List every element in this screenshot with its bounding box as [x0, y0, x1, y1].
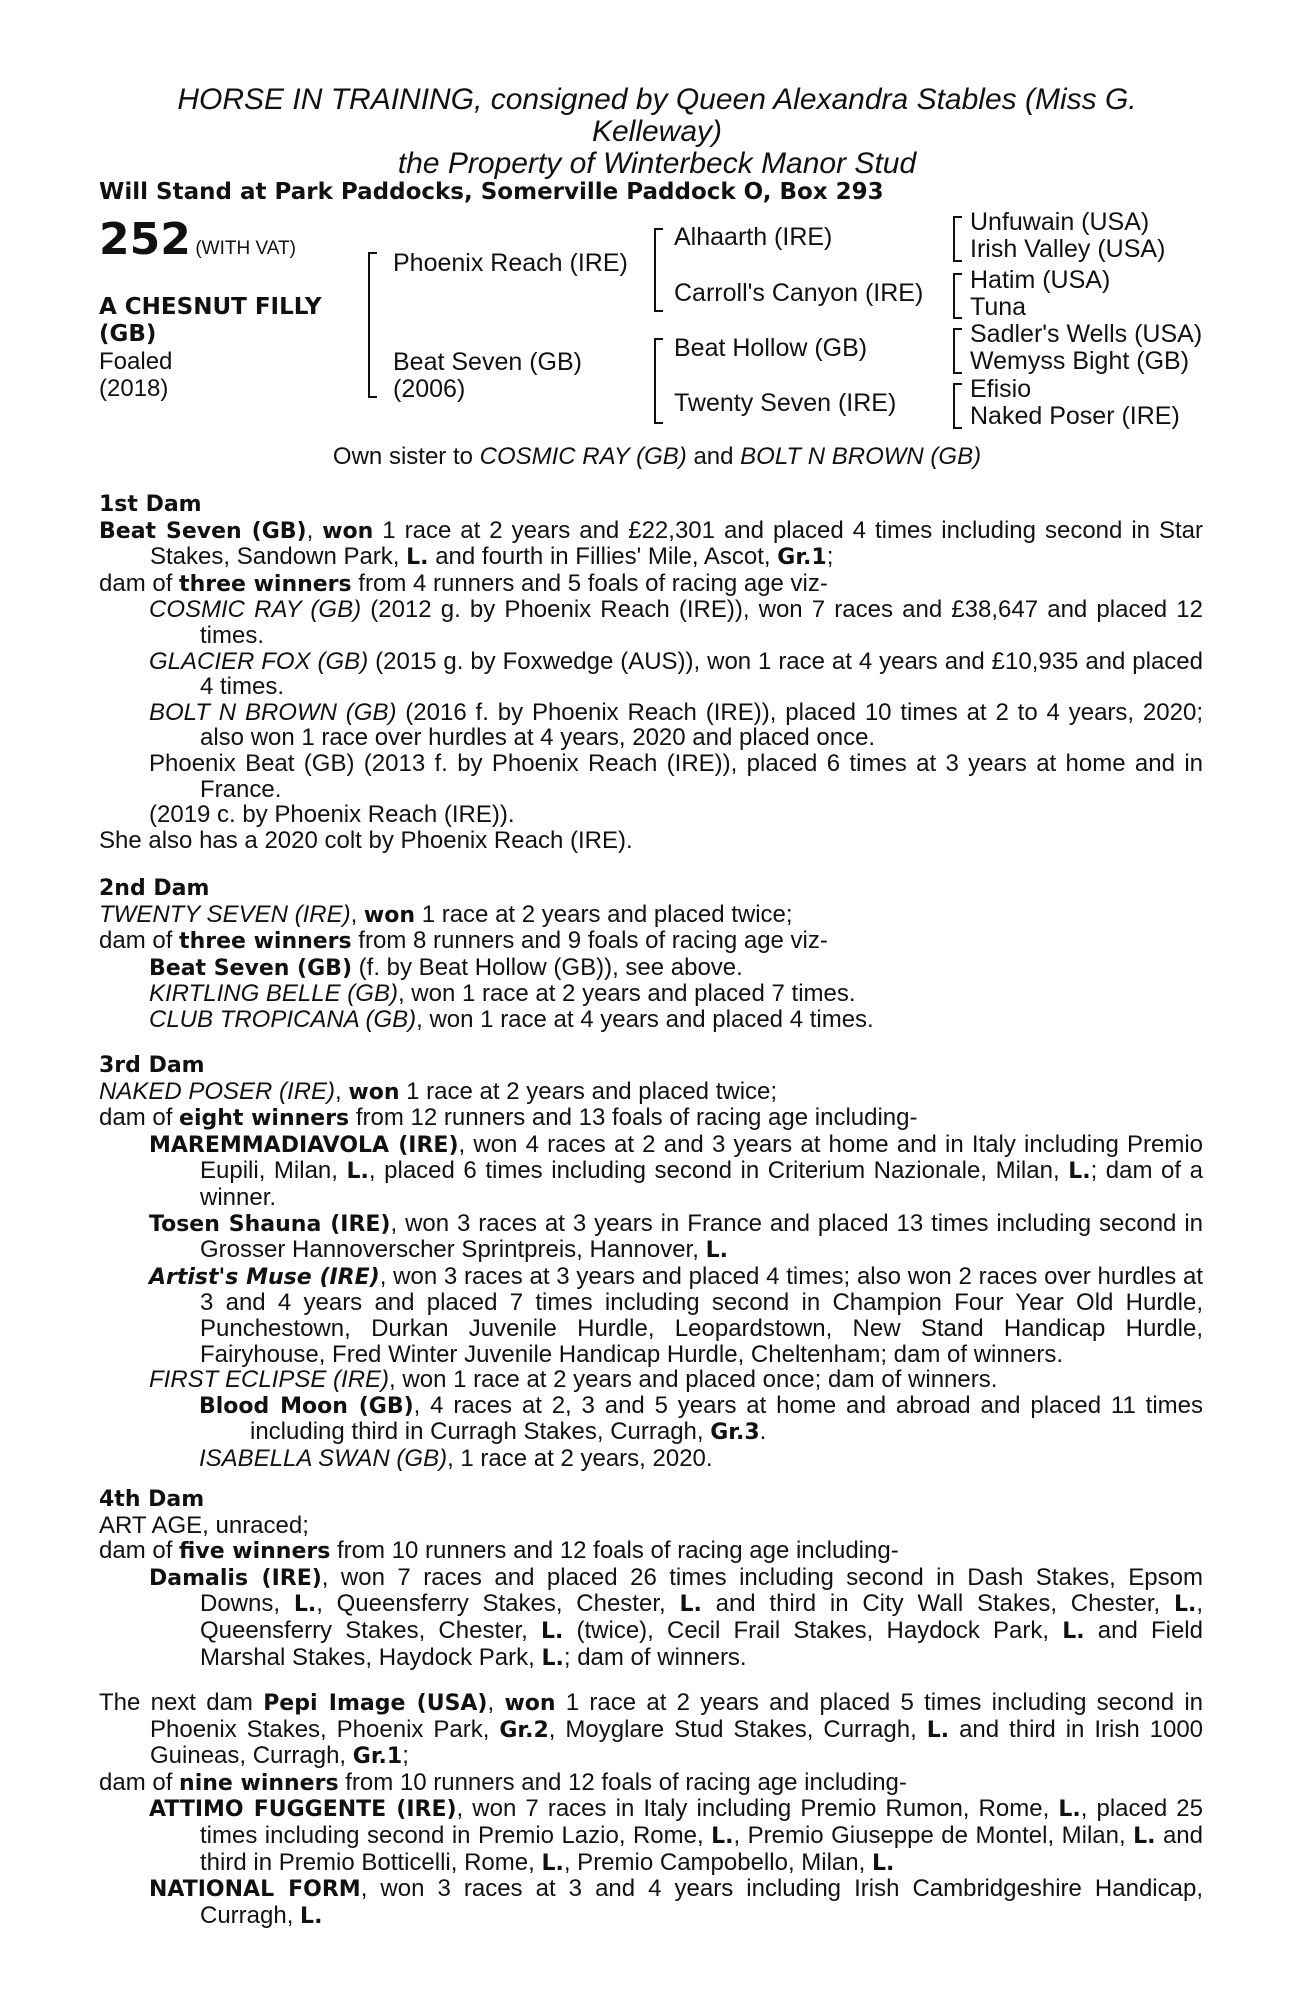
pedigree-gg8: Naked Poser (IRE): [970, 402, 1180, 430]
text: , Queensferry Stakes, Chester,: [316, 1590, 680, 1618]
horse-description: A CHESNUT FILLY: [99, 294, 322, 320]
text: , placed 6 times including second in Criterium Nazionale, Milan,: [368, 1157, 1069, 1185]
produce-summary: [99, 1770, 1203, 1797]
listed-label: L.: [926, 1717, 950, 1743]
produce-name: Tosen Shauna (IRE): [149, 1211, 391, 1237]
produce-name: CLUB TROPICANA (GB): [149, 1005, 417, 1033]
winners-count: eight winners: [179, 1106, 350, 1132]
text: , won 7 races and placed 26 times including second in Dash Stakes, Epsom Downs,: [200, 1563, 1203, 1618]
produce-entry: [99, 1876, 1203, 1929]
text: dam of: [99, 569, 180, 597]
text: , won 1 race at 2 years and placed once; dam of winners.: [389, 1366, 998, 1394]
pedigree-dam: Beat Seven (GB): [393, 348, 582, 376]
produce-entry: Phoenix Beat (GB) (2013 f. by Phoenix Reach (IRE)), placed 6 times at 3 years at home and in France.: [149, 749, 1203, 803]
produce-name: GLACIER FOX (GB): [149, 647, 369, 675]
text: , won 4 races at 2 and 3 years at home and in Italy including Premio Eupili, Milan,: [200, 1130, 1203, 1185]
listed-label: L.: [705, 1238, 728, 1264]
text: , won 3 races at 3 and 4 years including Irish Cambridgeshire Handicap, Curragh,: [200, 1875, 1203, 1929]
pedigree-gg1: Unfuwain (USA): [970, 208, 1150, 236]
produce-entry: [99, 981, 1203, 1007]
text: , 4 races at 2, 3 and 5 years at home and abroad and placed 11 times including third in Curragh Stakes, Curragh,: [250, 1391, 1203, 1446]
pedigree-brace: [953, 216, 962, 262]
text: , won 7 races in Italy including Premio Rumon, Rome,: [456, 1795, 1059, 1823]
text: , Queensferry Stakes, Chester,: [200, 1590, 1203, 1644]
group-label: Gr.1: [777, 545, 827, 571]
own-sister-prefix: Own sister to: [332, 443, 480, 470]
consignor-line-cont: Kelleway): [591, 115, 723, 148]
pedigree-gg7: Efisio: [970, 375, 1032, 403]
dam-record: [99, 902, 1203, 929]
dam-name: NAKED POSER (IRE): [99, 1077, 336, 1105]
winners-count: three winners: [179, 929, 352, 955]
text: (f. by Beat Hollow (GB)), see above.: [352, 953, 743, 981]
text: dam of: [99, 927, 180, 955]
text: , Premio Giuseppe de Montel, Milan,: [733, 1821, 1134, 1849]
listed-label: L.: [300, 1903, 323, 1929]
text: dam of: [99, 1537, 180, 1565]
section-heading: 4th Dam: [99, 1487, 205, 1512]
listed-label: L.: [293, 1592, 317, 1618]
text: ,: [306, 516, 323, 544]
listed-label: L.: [541, 1850, 564, 1876]
grand-produce-entry: [99, 1393, 1203, 1446]
pedigree-gg4: Tuna: [970, 293, 1027, 321]
text: ,: [335, 1077, 349, 1105]
text: (2015 g. by Foxwedge (AUS)), won 1 race at 4 years and £10,935 and placed 4 times.: [200, 647, 1203, 701]
pedigree-gg5: Sadler's Wells (USA): [970, 320, 1203, 348]
produce-name: ATTIMO FUGGENTE (IRE): [149, 1797, 457, 1823]
text: from 10 runners and 12 foals of racing age including-: [330, 1537, 899, 1565]
pedigree-brace: [654, 338, 663, 424]
produce-name: KIRTLING BELLE (GB): [149, 980, 398, 1008]
section-heading: 1st Dam: [99, 492, 202, 517]
listed-label: L.: [540, 1618, 564, 1644]
text: ,: [350, 900, 364, 928]
produce-entry: [99, 1007, 1203, 1033]
pedigree-sire-dam: Carroll's Canyon (IRE): [674, 279, 924, 307]
text: ; dam of a winner.: [200, 1157, 1203, 1211]
group-label: Gr.1: [352, 1744, 403, 1770]
produce-name: Beat Seven (GB): [149, 955, 352, 981]
text: .: [759, 1418, 767, 1446]
won-label: won: [504, 1691, 556, 1716]
text: (twice), Cecil Frail Stakes, Haydock Park,: [563, 1616, 1063, 1644]
text: , placed 25 times including second in Premio Lazio, Rome,: [200, 1795, 1203, 1849]
winners-count: nine winners: [179, 1770, 339, 1796]
pedigree-brace: [953, 383, 962, 429]
produce-entry: [99, 1264, 1203, 1367]
listed-label: L.: [1133, 1823, 1156, 1849]
listed-label: L.: [1062, 1618, 1085, 1644]
produce-entry: (2019 c. by Phoenix Reach (IRE)).: [149, 801, 515, 829]
text: , won 3 races at 3 years and placed 4 times; also won 2 races over hurdles at 3 and 4 years and placed 7 times including second in Champion Four Year Old Hurdle, Punchestown, Durkan Juvenile Hurdle, Leopardstown, New Stand Handicap Hurdle, Fairyhouse, Fred Winter Juvenile Handicap Hurdle, Cheltenham; dam of winners.: [200, 1262, 1204, 1368]
text: ; dam of winners.: [563, 1643, 747, 1671]
produce-entry: [99, 649, 1203, 700]
own-sister-and: and: [686, 443, 741, 470]
property-line: the Property of Winterbeck Manor Stud: [397, 147, 917, 180]
produce-entry: [99, 1132, 1203, 1211]
produce-note: She also has a 2020 colt by Phoenix Reach (IRE).: [99, 826, 633, 854]
produce-summary: [99, 571, 1203, 598]
grand-produce-entry: [99, 1446, 1203, 1472]
text: 1 race at 2 years and placed twice;: [399, 1077, 778, 1105]
pedigree-dam-year: (2006): [393, 375, 466, 403]
text: , won 1 race at 2 years and placed 7 times.: [397, 980, 856, 1008]
first-dam-section: [99, 492, 1203, 853]
produce-summary: [99, 1538, 1203, 1565]
listed-label: L.: [1068, 1159, 1091, 1185]
pedigree-brace: [368, 252, 377, 398]
text: , Premio Campobello, Milan,: [563, 1848, 872, 1876]
listed-label: L.: [1058, 1797, 1081, 1823]
dam-name: Pepi Image (USA): [263, 1691, 488, 1716]
listed-label: L.: [541, 1645, 564, 1671]
lot-number: 252: [99, 214, 191, 265]
pedigree-brace: [953, 328, 962, 374]
fourth-dam-section: [99, 1487, 1203, 1671]
pedigree-sire: Phoenix Reach (IRE): [393, 249, 628, 277]
produce-entry: [99, 1367, 1203, 1393]
section-heading: 2nd Dam: [99, 876, 210, 901]
produce-entry: [99, 700, 1203, 751]
listed-label: L.: [711, 1823, 734, 1849]
produce-name: Blood Moon (GB): [199, 1393, 414, 1419]
produce-name: Damalis (IRE): [149, 1565, 322, 1591]
text: and Field Marshal Stakes, Haydock Park,: [200, 1616, 1203, 1671]
text: 1 race at 2 years and £22,301 and placed 4 times including second in Star Stakes, Sandown Park,: [150, 516, 1203, 571]
text: , won 3 races at 3 years in France and placed 13 times including second in Grosser Hannoverscher Sprintpreis, Hannover,: [200, 1209, 1204, 1264]
listed-label: L.: [406, 545, 429, 571]
sibling-name: COSMIC RAY (GB): [479, 443, 687, 470]
text: (2016 f. by Phoenix Reach (IRE)), placed 10 times at 2 to 4 years, 2020; also won 1 race over hurdles at 4 years, 2020 and placed once.: [200, 698, 1203, 752]
pedigree-gg3: Hatim (USA): [970, 266, 1111, 294]
winners-count: five winners: [179, 1539, 331, 1565]
text: and fourth in Fillies' Mile, Ascot,: [428, 543, 778, 571]
won-label: won: [363, 902, 416, 928]
text: (2012 g. by Phoenix Reach (IRE)), won 7 races and £38,647 and placed 12 times.: [200, 596, 1203, 649]
text: from 4 runners and 5 foals of racing age viz-: [351, 569, 828, 597]
text: and third in Premio Botticelli, Rome,: [200, 1821, 1203, 1876]
text: dam of: [99, 1104, 180, 1132]
pedigree-gg6: Wemyss Bight (GB): [970, 347, 1190, 375]
text: The next dam: [99, 1689, 264, 1716]
pedigree-dam-dam: Twenty Seven (IRE): [674, 389, 897, 417]
text: ;: [826, 543, 834, 571]
sibling-name: BOLT N BROWN (GB): [740, 443, 982, 470]
section-heading: 3rd Dam: [99, 1053, 205, 1078]
text: and third in City Wall Stakes, Chester,: [701, 1590, 1174, 1618]
group-label: Gr.3: [710, 1420, 760, 1446]
produce-name: MAREMMADIAVOLA (IRE): [149, 1132, 459, 1158]
produce-entry: [99, 955, 1203, 982]
produce-name: NATIONAL FORM: [149, 1877, 361, 1903]
winners-count: three winners: [179, 571, 352, 597]
text: 1 race at 2 years and placed 5 times including second in Phoenix Stakes, Phoenix Park,: [150, 1689, 1203, 1743]
lot-header: [99, 216, 296, 264]
produce-name: COSMIC RAY (GB): [149, 596, 362, 624]
produce-name: FIRST ECLIPSE (IRE): [149, 1366, 390, 1394]
produce-name: Artist's Muse (IRE): [149, 1264, 380, 1290]
pedigree-dam-sire: Beat Hollow (GB): [674, 334, 868, 362]
own-sister-note: [0, 443, 1314, 471]
produce-entry: [99, 1565, 1203, 1671]
produce-name: BOLT N BROWN (GB): [149, 698, 397, 726]
vat-label: (WITH VAT): [195, 238, 296, 259]
dam-record: [99, 1079, 1203, 1106]
produce-summary: [99, 1105, 1203, 1132]
produce-entry: [99, 1211, 1203, 1264]
produce-entry: [99, 1796, 1203, 1876]
horse-origin: (GB): [99, 321, 157, 347]
foaled-year: (2018): [99, 375, 169, 402]
pedigree-brace: [953, 273, 962, 319]
third-dam-section: [99, 1053, 1203, 1472]
pedigree-sire-sire: Alhaarth (IRE): [674, 223, 833, 251]
produce-entry: [99, 597, 1203, 648]
foaled-label: Foaled: [99, 348, 173, 375]
listed-label: L.: [679, 1592, 702, 1618]
group-label: Gr.2: [499, 1717, 549, 1743]
won-label: won: [322, 518, 374, 544]
listed-label: L.: [1173, 1592, 1197, 1618]
text: 1 race at 2 years and placed twice;: [415, 900, 793, 928]
produce-summary: [99, 928, 1203, 955]
text: and third in Irish 1000 Guineas, Curragh,: [150, 1715, 1204, 1770]
second-dam-section: [99, 876, 1203, 1033]
dam-record: [99, 1690, 1203, 1770]
dam-name: Beat Seven (GB): [99, 518, 307, 544]
dam-name: TWENTY SEVEN (IRE): [99, 900, 351, 928]
text: dam of: [99, 1768, 180, 1796]
pedigree-gg2: Irish Valley (USA): [970, 235, 1166, 263]
next-dam-section: [99, 1690, 1203, 1929]
dam-record: ART AGE, unraced;: [99, 1511, 309, 1539]
text: from 12 runners and 13 foals of racing age including-: [349, 1104, 918, 1132]
text: ;: [402, 1742, 409, 1770]
text: , Moyglare Stud Stakes, Curragh,: [548, 1715, 927, 1743]
dam-record: [99, 518, 1203, 571]
text: from 8 runners and 9 foals of racing age viz-: [351, 927, 828, 955]
text: , 1 race at 2 years, 2020.: [447, 1444, 713, 1472]
stand-location: Will Stand at Park Paddocks, Somerville Paddock O, Box 293: [99, 179, 884, 205]
won-label: won: [348, 1079, 400, 1105]
produce-name: ISABELLA SWAN (GB): [199, 1444, 448, 1472]
text: ,: [487, 1689, 505, 1716]
text: from 10 runners and 12 foals of racing age including-: [338, 1768, 907, 1796]
consignor-line: HORSE IN TRAINING, consigned by Queen Alexandra Stables (Miss G.: [177, 83, 1137, 116]
listed-label: L.: [871, 1850, 895, 1876]
text: , won 1 race at 4 years and placed 4 times.: [416, 1005, 874, 1033]
listed-label: L.: [346, 1159, 369, 1185]
pedigree-brace: [654, 228, 663, 312]
